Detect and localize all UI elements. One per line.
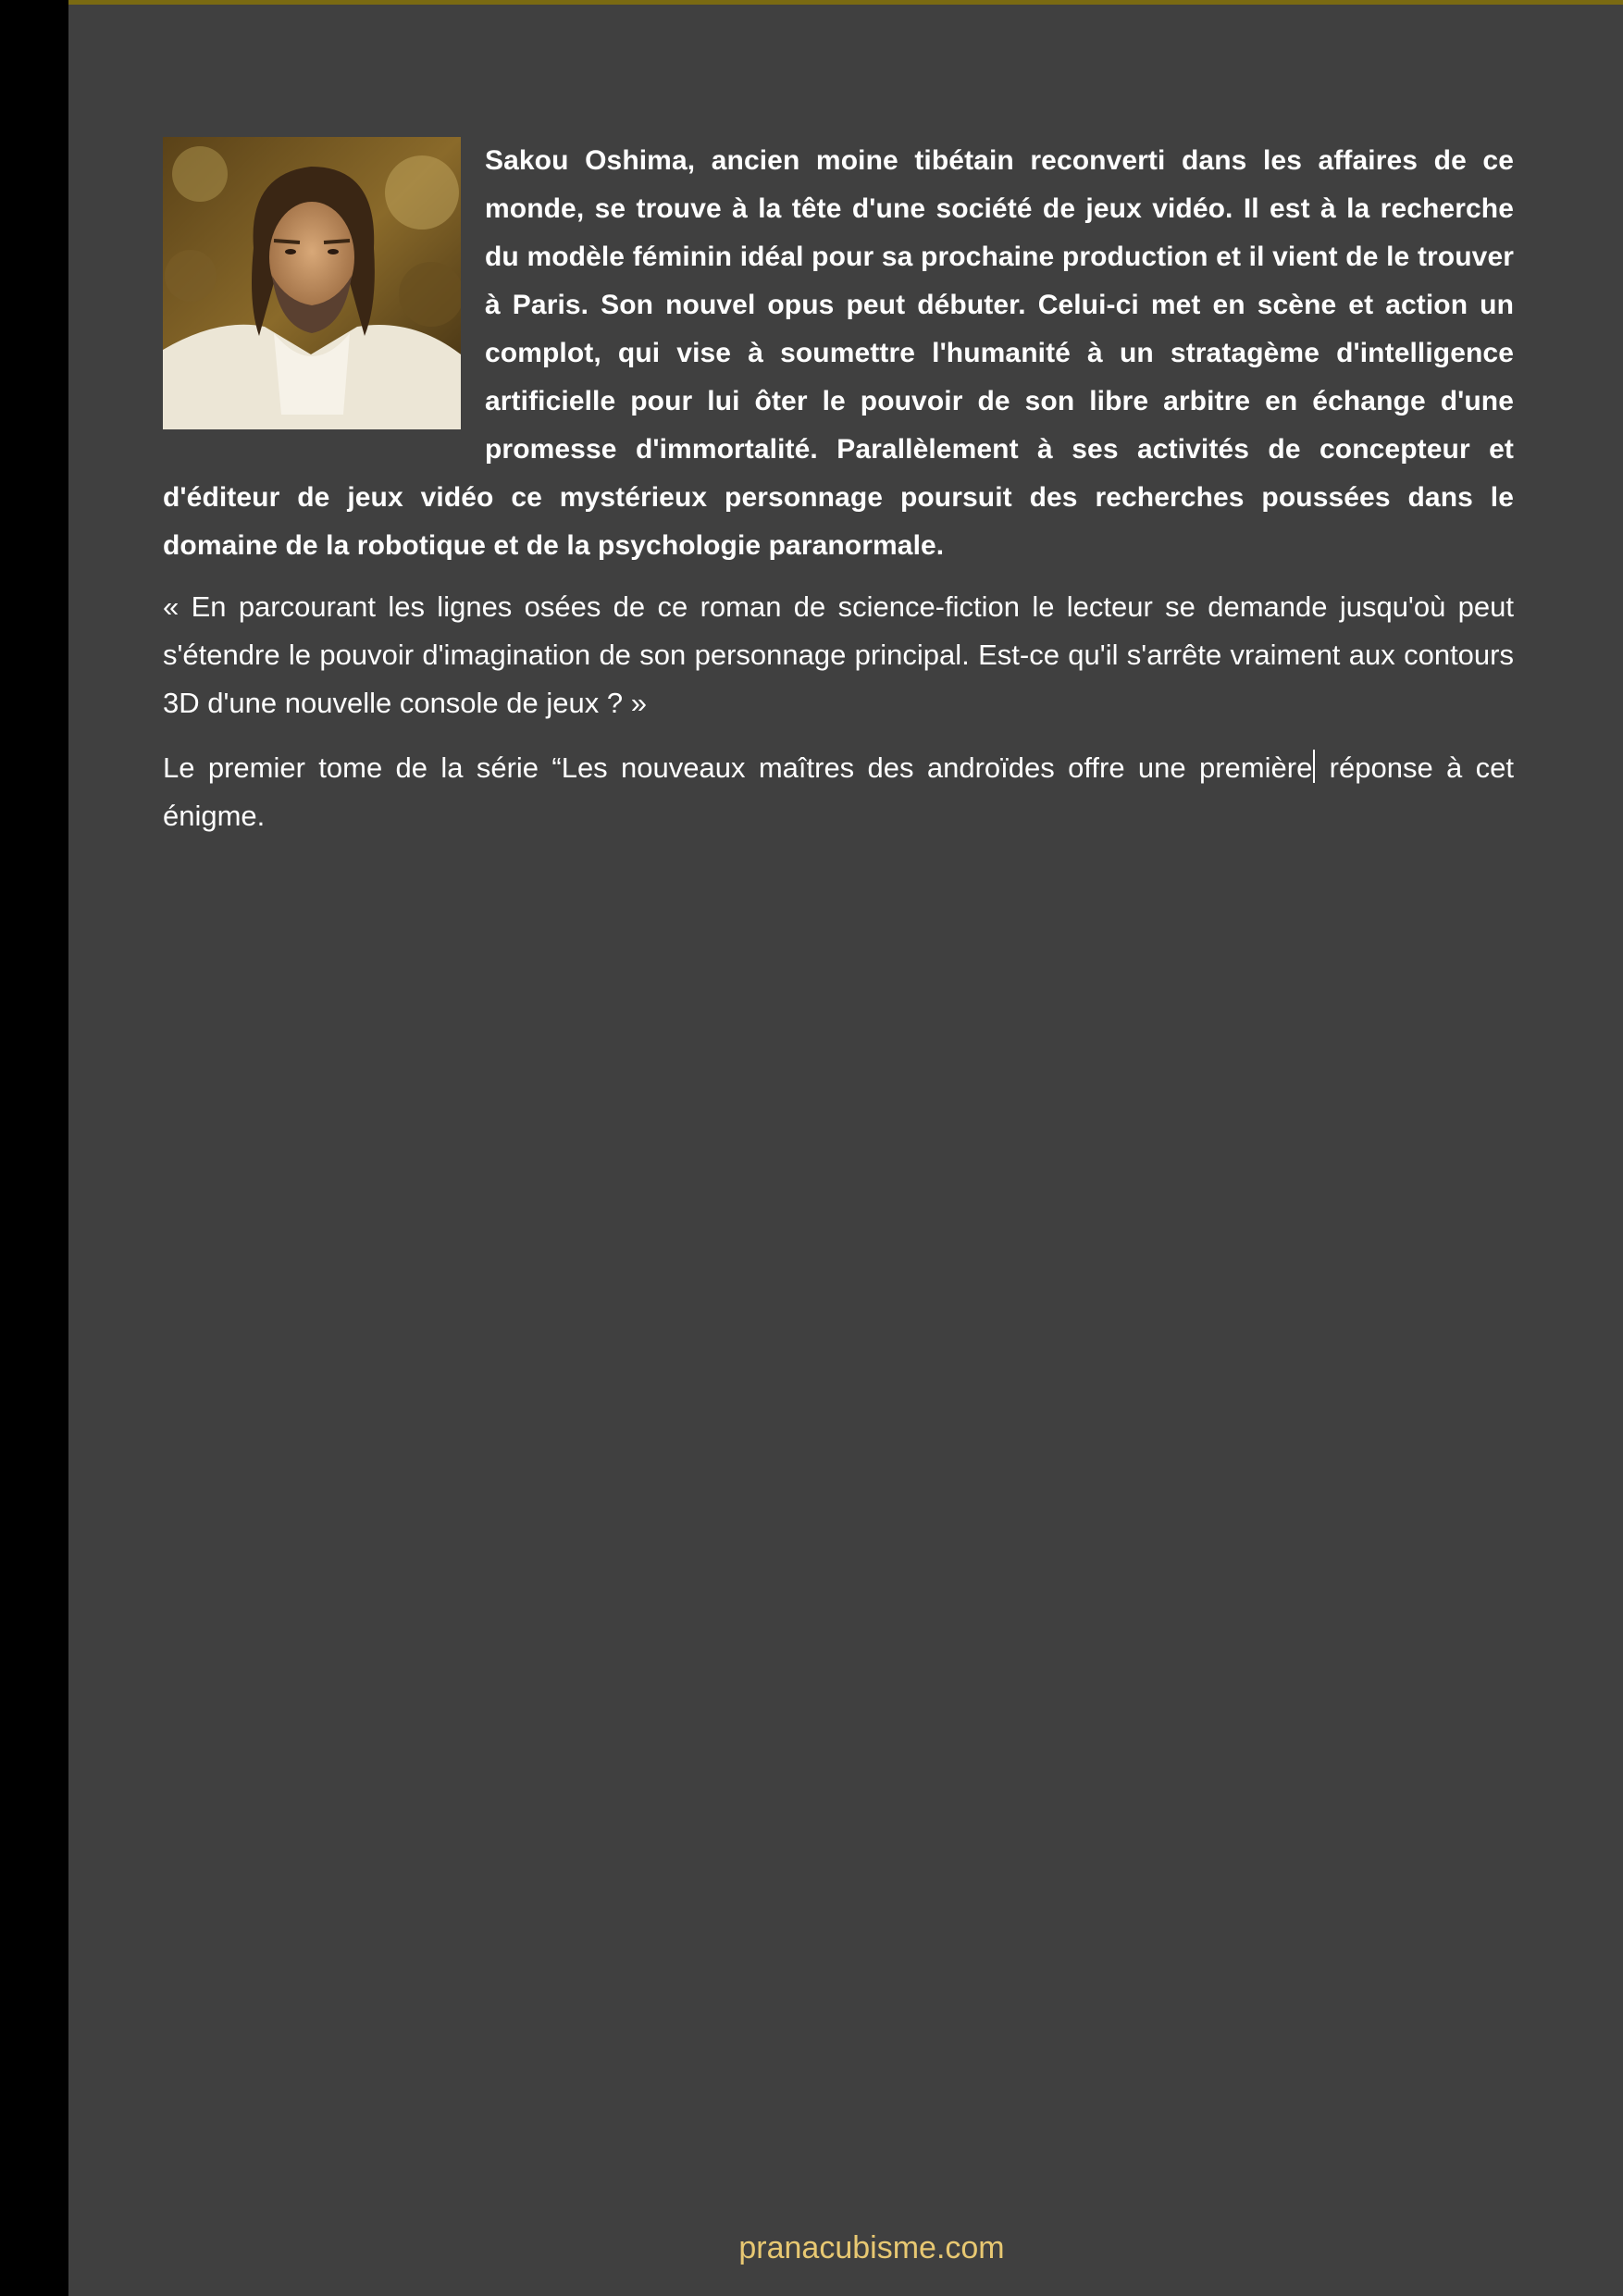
quote-paragraph: « En parcourant les lignes osées de ce roman de science-fiction le lecteur se demande jusqu'où peut s'étendre le pouvoir d'imagination de son personnage principal. Est-ce qu'il s'arrête vraiment aux contours 3D d'une nouvelle console de jeux ? » xyxy=(163,590,1514,719)
closing-paragraph xyxy=(163,744,1514,840)
back-cover-text xyxy=(163,137,1514,840)
website-footer: pranacubisme.com xyxy=(738,2230,1005,2265)
text-cursor xyxy=(1313,750,1315,783)
top-rule xyxy=(0,0,1623,5)
closing-text-end: réponse à cet énigme. xyxy=(163,751,1514,832)
author-photo-icon xyxy=(163,137,461,429)
author-bio-paragraph: Sakou Oshima, ancien moine tibétain reconverti dans les affaires de ce monde, se trouve à la tête d'une société de jeux vidéo. Il est à la recherche du modèle féminin idéal pour sa prochaine production et il vient de le trouver à Paris. Son nouvel opus peut débuter. Celui-ci met en scène et action un complot, qui vise à soumettre l'humanité à un stratagème d'intelligence artificielle pour lui ôter le pouvoir de son libre arbitre en échange d'une promesse d'immortalité. Parallèlement à ses activités de concepteur et d'éditeur de jeux vidéo ce mystérieux personnage poursuit des recherches poussées dans le domaine de la robotique et de la psychologie paranormale. xyxy=(163,145,1514,561)
closing-text-start: Le premier tome de la série “Les nouveaux maîtres des androïdes offre une première xyxy=(163,751,1313,784)
book-spine xyxy=(0,0,68,2296)
